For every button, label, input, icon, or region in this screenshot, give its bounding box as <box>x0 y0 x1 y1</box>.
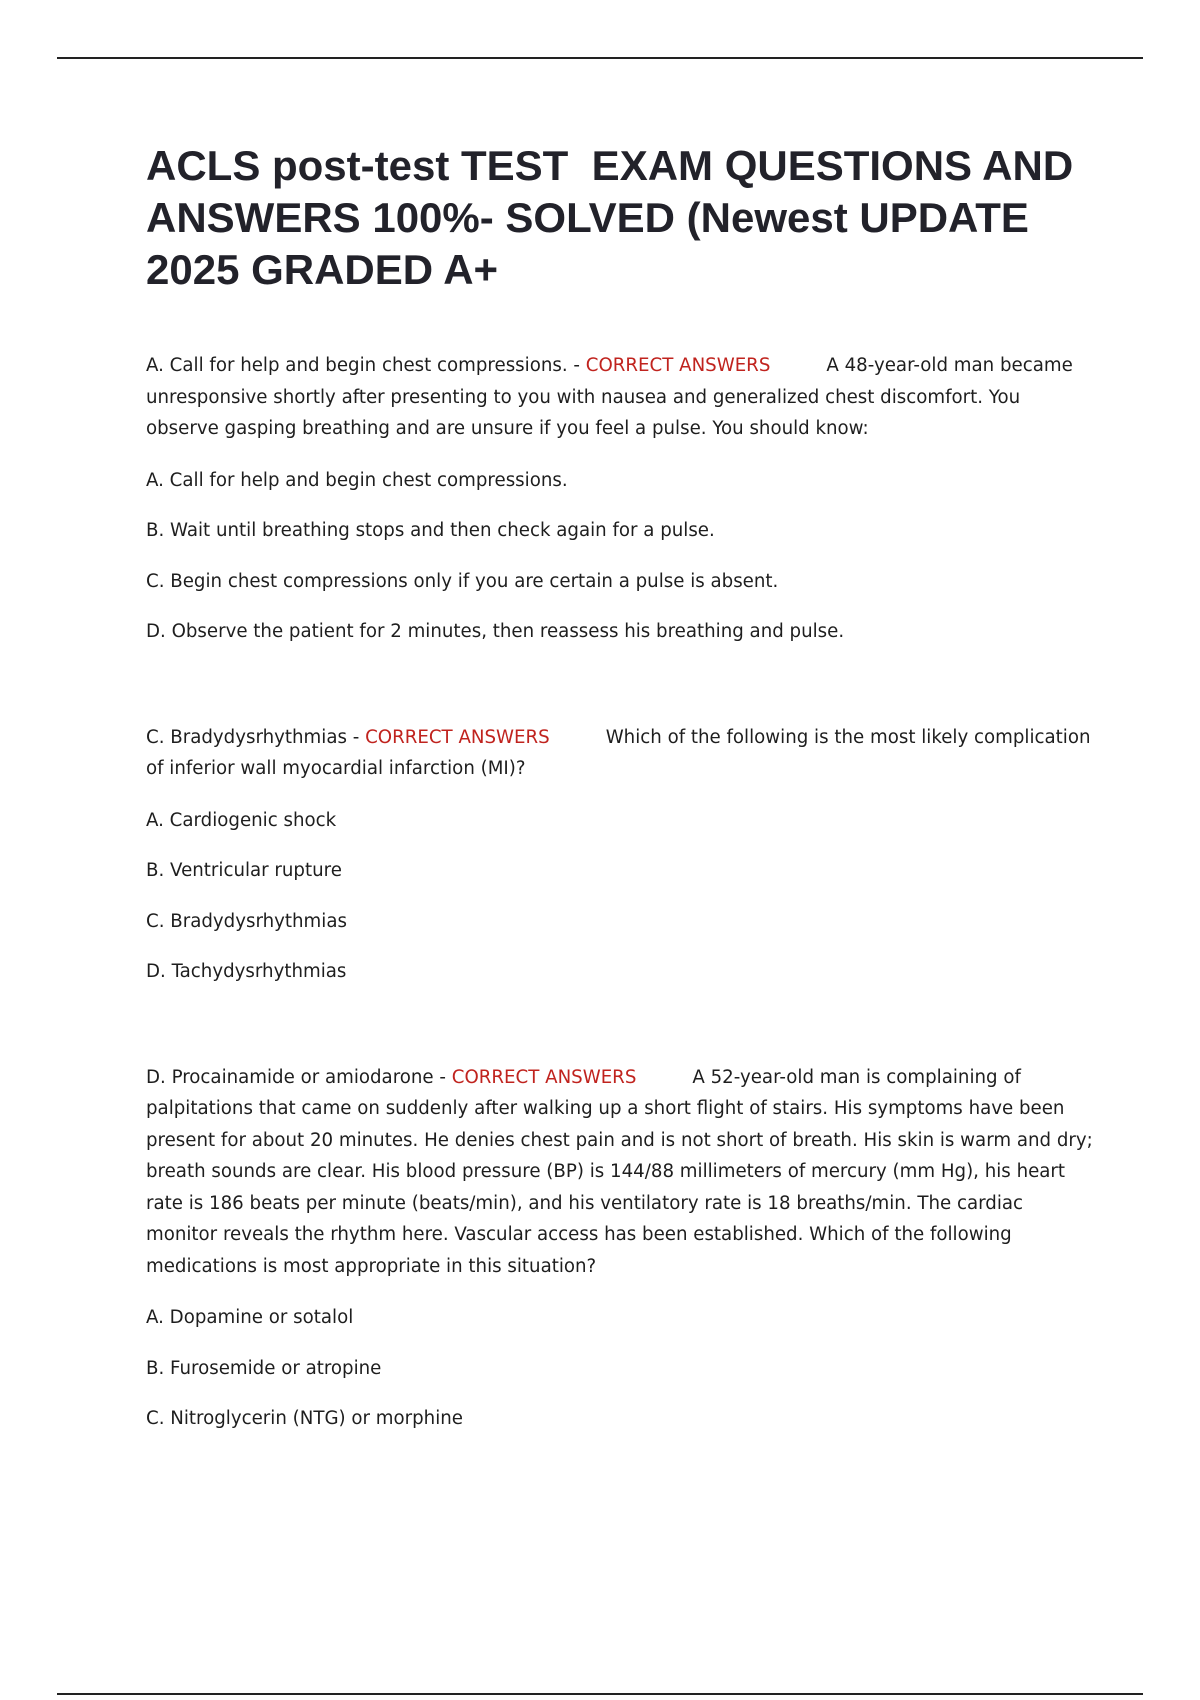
correct-answers-tag: CORRECT ANSWERS <box>451 1066 637 1088</box>
option-item: A. Cardiogenic shock <box>146 809 337 831</box>
answer-text: D. Procainamide or amiodarone - <box>146 1066 452 1088</box>
qa-block <box>146 1062 1096 1435</box>
top-rule <box>57 57 1143 59</box>
option-item: B. Furosemide or atropine <box>146 1357 382 1379</box>
question-text: A 52-year-old man is complaining of palpitations that came on suddenly after walking up a short flight of stairs. His symptoms have been present for about 20 minutes. He denies chest pain and is not short of breath. His skin is warm and dry; breath sounds are clear. His blood pressure (BP) is 144/88 millimeters of mercury (mm Hg), his heart rate is 186 beats per minute (beats/min), and his ventilatory rate is 18 breaths/min. The cardiac monitor reveals the rhythm here. Vascular access has been established. Which of the following medications is most appropriate in this situation? <box>146 1066 1093 1277</box>
option-item: D. Tachydysrhythmias <box>146 961 347 982</box>
document-body <box>146 140 1096 1454</box>
question-text: A 48-year-old man became unresponsive shortly after presenting to you with nausea and generalized chest discomfort. You observe gasping breathing and are unsure if you feel a pulse. You should know: <box>146 355 1073 439</box>
option-item: A. Dopamine or sotalol <box>146 1307 354 1328</box>
qa-block <box>146 350 1096 648</box>
option-item: C. Begin chest compressions only if you are certain a pulse is absent. <box>146 570 779 592</box>
correct-answers-tag: CORRECT ANSWERS <box>585 355 771 376</box>
document-title: ACLS post-test TEST EXAM QUESTIONS AND ANSWERS 100%- SOLVED (Newest UPDATE 2025 GRADED A+ <box>146 142 1084 293</box>
question-stem <box>146 1062 1096 1283</box>
correct-answers-tag: CORRECT ANSWERS <box>365 726 550 748</box>
question-stem <box>146 350 1096 445</box>
qa-block <box>146 722 1096 988</box>
bottom-rule <box>57 1693 1143 1695</box>
answer-text: A. Call for help and begin chest compressions. - <box>146 355 586 376</box>
question-stem <box>146 722 1096 785</box>
option-item: B. Ventricular rupture <box>146 860 342 881</box>
option-item: B. Wait until breathing stops and then check again for a pulse. <box>146 520 715 541</box>
option-item: A. Call for help and begin chest compressions. <box>146 469 568 491</box>
answer-text: C. Bradydysrhythmias - <box>146 726 366 748</box>
option-item: C. Nitroglycerin (NTG) or morphine <box>146 1408 463 1429</box>
option-item: C. Bradydysrhythmias <box>146 910 347 932</box>
option-item: D. Observe the patient for 2 minutes, then reassess his breathing and pulse. <box>146 621 845 642</box>
question-text: Which of the following is the most likely complication of inferior wall myocardial infarction (MI)? <box>146 726 1091 779</box>
